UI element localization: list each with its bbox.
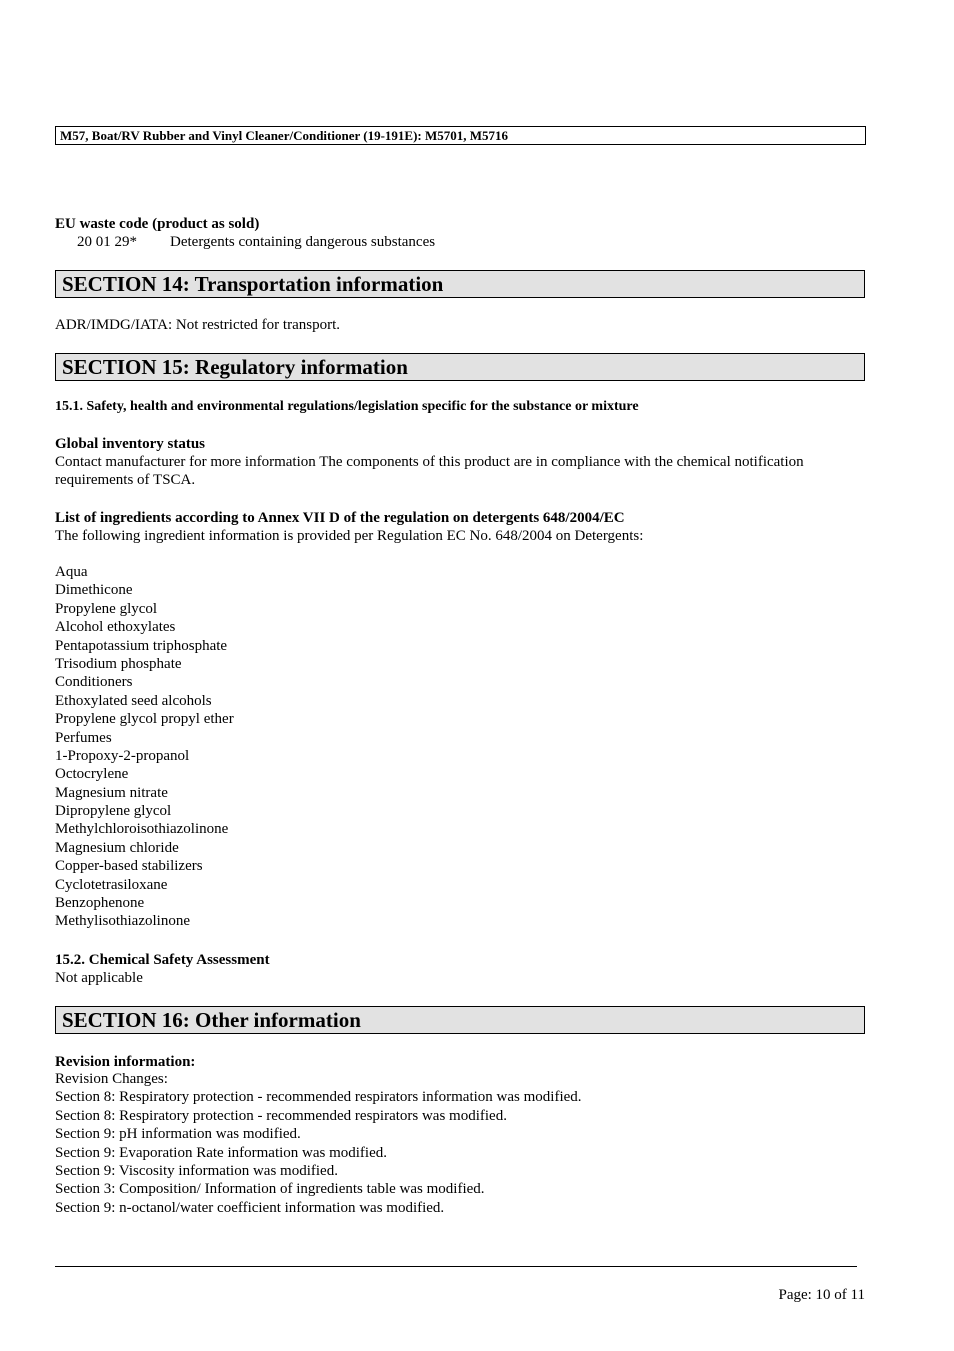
list-item: Section 9: Viscosity information was modified. xyxy=(55,1162,338,1179)
list-item: Methylchloroisothiazolinone xyxy=(55,821,229,838)
transport-text: ADR/IMDG/IATA: Not restricted for transport. xyxy=(55,317,340,333)
ingredients-intro: The following ingredient information is provided per Regulation EC No. 648/2004 on Detergents: xyxy=(55,528,644,544)
list-item: Ethoxylated seed alcohols xyxy=(55,692,212,709)
list-item: Alcohol ethoxylates xyxy=(55,619,176,636)
list-item: 1-Propoxy-2-propanol xyxy=(55,747,190,764)
list-item: Magnesium chloride xyxy=(55,839,179,856)
list-item: Section 9: pH information was modified. xyxy=(55,1126,301,1143)
list-item: Section 9: Evaporation Rate information was modified. xyxy=(55,1144,388,1161)
list-item: Copper-based stabilizers xyxy=(55,858,203,875)
list-item: Pentapotassium triphosphate xyxy=(55,637,228,654)
list-item: Conditioners xyxy=(55,674,133,691)
chemical-safety-text: Not applicable xyxy=(55,970,143,986)
list-item: Section 3: Composition/ Information of ingredients table was modified. xyxy=(55,1181,485,1198)
waste-description: Detergents containing dangerous substances xyxy=(170,234,436,250)
list-item: Revision Changes: xyxy=(55,1071,168,1087)
subsection-15-1: 15.1. Safety, health and environmental regulations/legislation specific for the substance or mixture xyxy=(55,399,639,414)
waste-code: 20 01 29* xyxy=(77,234,137,250)
revision-heading: Revision information: xyxy=(55,1054,196,1070)
list-item: Magnesium nitrate xyxy=(55,784,168,801)
list-item: Trisodium phosphate xyxy=(55,655,182,672)
subsection-15-2: 15.2. Chemical Safety Assessment xyxy=(55,952,270,968)
inventory-text-1: Contact manufacturer for more information The components of this product are in compliance with the chemical notification xyxy=(55,454,804,470)
list-item: Dimethicone xyxy=(55,582,133,599)
page-number: Page: 10 of 11 xyxy=(778,1287,865,1303)
waste-code-row xyxy=(77,233,435,251)
list-item: Octocrylene xyxy=(55,766,129,783)
waste-code-heading: EU waste code (product as sold) xyxy=(55,216,260,232)
ingredient-list xyxy=(55,563,234,931)
document-header: M57, Boat/RV Rubber and Vinyl Cleaner/Conditioner (19-191E): M5701, M5716 xyxy=(55,126,866,145)
inventory-heading: Global inventory status xyxy=(55,436,206,452)
list-item: Dipropylene glycol xyxy=(55,803,172,820)
inventory-text-2: requirements of TSCA. xyxy=(55,472,196,488)
revision-list xyxy=(55,1070,582,1217)
list-item: Propylene glycol propyl ether xyxy=(55,711,234,728)
list-item: Aqua xyxy=(55,564,88,580)
list-item: Perfumes xyxy=(55,729,112,746)
ingredients-heading: List of ingredients according to Annex VII D of the regulation on detergents 648/2004/EC xyxy=(55,510,625,526)
list-item: Section 8: Respiratory protection - recommended respirators information was modified. xyxy=(55,1089,582,1106)
list-item: Propylene glycol xyxy=(55,600,158,617)
list-item: Section 9: n-octanol/water coefficient information was modified. xyxy=(55,1199,445,1216)
list-item: Cyclotetrasiloxane xyxy=(55,876,168,893)
footer-divider xyxy=(55,1266,857,1267)
section-14-title: SECTION 14: Transportation information xyxy=(55,270,865,298)
section-16-title: SECTION 16: Other information xyxy=(55,1006,865,1034)
section-15-title: SECTION 15: Regulatory information xyxy=(55,353,865,381)
list-item: Methylisothiazolinone xyxy=(55,913,190,930)
list-item: Section 8: Respiratory protection - recommended respirators was modified. xyxy=(55,1107,507,1124)
list-item: Benzophenone xyxy=(55,895,145,912)
